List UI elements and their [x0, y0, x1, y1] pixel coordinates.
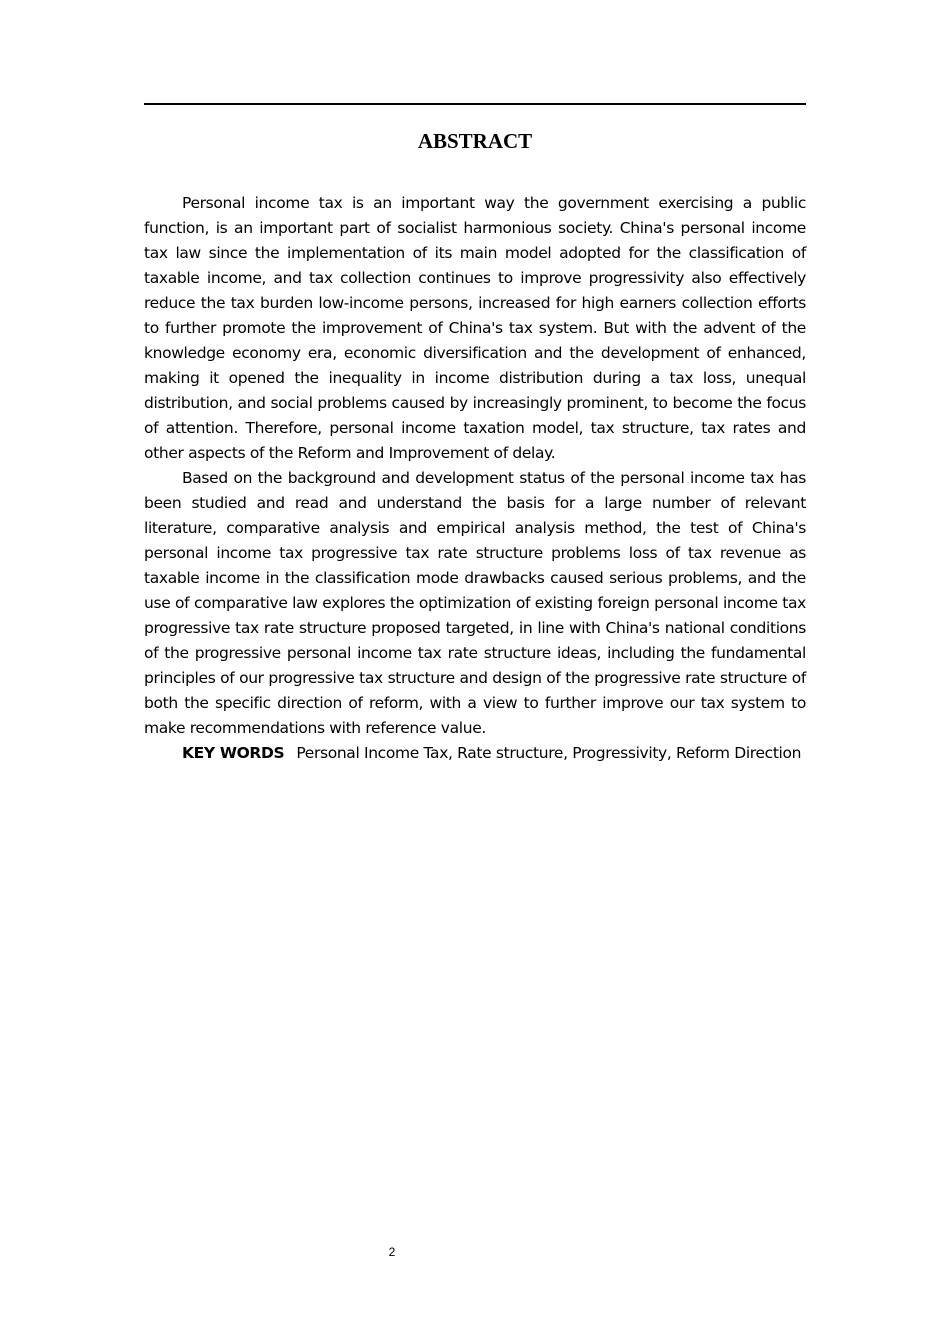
keywords-text: Personal Income Tax, Rate structure, Progressivity, Reform Direction [296, 744, 802, 762]
header-rule [144, 103, 806, 105]
abstract-paragraph-1: Personal income tax is an important way the government exercising a public function, is an important part of socialist harmonious society. China's personal income tax law since the implementation of its main model adopted for the classification of taxable income, and tax collection continues to improve progressivity also effectively reduce the tax burden low-income persons, increased for high earners collection efforts to further promote the improvement of China's tax system. But with the advent of the knowledge economy era, economic diversification and the development of enhanced, making it opened the inequality in income distribution during a tax loss, unequal distribution, and social problems caused by increasingly prominent, to become the focus of attention. Therefore, personal income taxation model, tax structure, tax rates and other aspects of the Reform and Improvement of delay. [144, 194, 806, 462]
abstract-paragraph-2: Based on the background and development status of the personal income tax has been studied and read and understand the basis for a large number of relevant literature, comparative analysis and empirical analysis method, the test of China's personal income tax progressive tax rate structure problems loss of tax revenue as taxable income in the classification mode drawbacks caused serious problems, and the use of comparative law explores the optimization of existing foreign personal income tax progressive tax rate structure proposed targeted, in line with China's national conditions of the progressive personal income tax rate structure ideas, including the fundamental principles of our progressive tax structure and design of the progressive rate structure of both the specific direction of reform, with a view to further improve our tax system to make recommendations with reference value. [144, 469, 806, 737]
keywords-label: KEY WORDS [182, 744, 285, 762]
abstract-title: ABSTRACT [417, 129, 533, 153]
abstract-body [144, 191, 806, 766]
keywords-line [144, 741, 806, 766]
page-number: 2 [388, 1245, 396, 1259]
